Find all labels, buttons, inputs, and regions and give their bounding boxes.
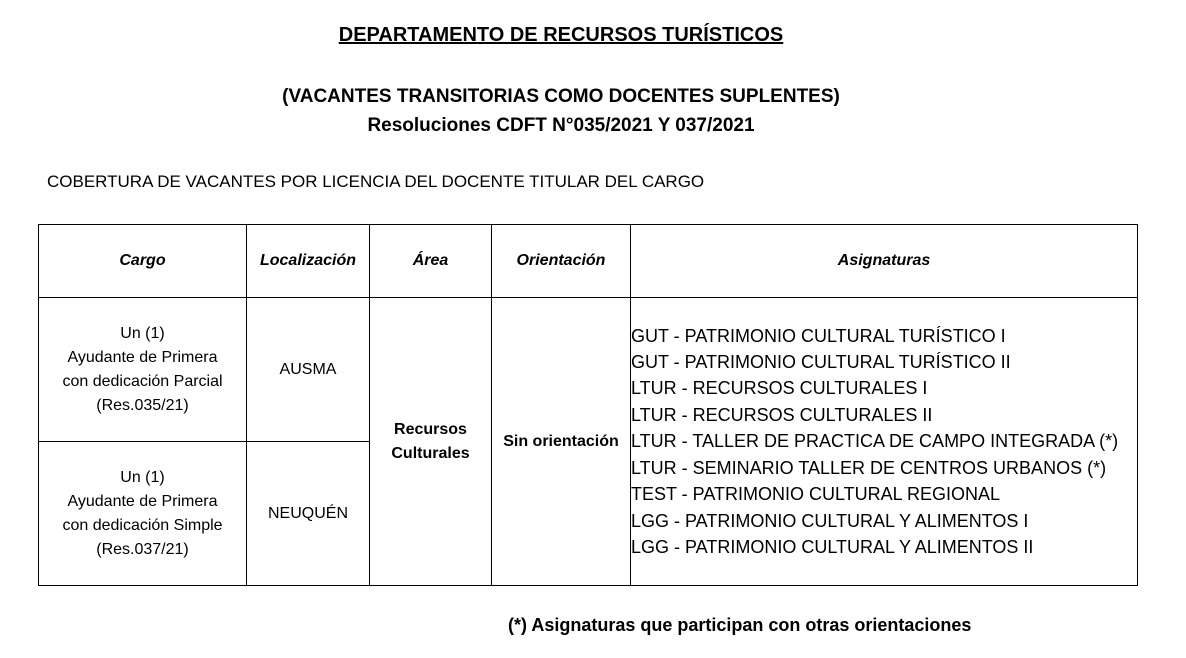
subtitle-resoluciones: Resoluciones CDFT N°035/2021 Y 037/2021	[367, 115, 755, 136]
cell-localizacion-2: NEUQUÉN	[247, 442, 370, 586]
cell-asignaturas	[631, 298, 1138, 586]
asignatura-item: LTUR - TALLER DE PRACTICA DE CAMPO INTEGRADA (*)	[631, 431, 1119, 452]
cargo-line: (Res.035/21)	[96, 396, 189, 414]
asignatura-item: LTUR - RECURSOS CULTURALES I	[631, 378, 928, 399]
area-line: Recursos	[394, 420, 467, 438]
header-asignaturas: Asignaturas	[631, 225, 1138, 298]
page-title: DEPARTAMENTO DE RECURSOS TURÍSTICOS	[338, 24, 784, 46]
header-localizacion: Localización	[247, 225, 370, 298]
table-header-row	[39, 225, 1138, 298]
asignatura-item: GUT - PATRIMONIO CULTURAL TURÍSTICO II	[631, 352, 1011, 373]
cell-cargo-1	[39, 298, 247, 442]
cell-area	[370, 298, 492, 586]
asignatura-item: LTUR - SEMINARIO TALLER DE CENTROS URBANOS (*)	[631, 457, 1107, 478]
table-row	[39, 298, 1138, 442]
asignatura-item: LGG - PATRIMONIO CULTURAL Y ALIMENTOS I	[631, 510, 1029, 531]
cell-localizacion-1: AUSMA	[247, 298, 370, 442]
cargo-line: Ayudante de Primera	[67, 348, 218, 366]
asignatura-item: GUT - PATRIMONIO CULTURAL TURÍSTICO I	[631, 325, 1006, 346]
cell-orientacion: Sin orientación	[492, 298, 631, 586]
area-line: Culturales	[391, 444, 470, 462]
asignatura-item: LTUR - RECURSOS CULTURALES II	[631, 404, 933, 425]
cell-cargo-2	[39, 442, 247, 586]
cargo-line: Ayudante de Primera	[67, 492, 218, 510]
cargo-line: (Res.037/21)	[96, 540, 189, 558]
footnote: (*) Asignaturas que participan con otras orientaciones	[508, 615, 972, 635]
cargo-line: Un (1)	[120, 468, 165, 486]
cargo-line: con dedicación Parcial	[62, 372, 223, 390]
intro-text: COBERTURA DE VACANTES POR LICENCIA DEL DOCENTE TITULAR DEL CARGO	[47, 172, 705, 191]
cargo-line: Un (1)	[120, 324, 165, 342]
asignatura-item: TEST - PATRIMONIO CULTURAL REGIONAL	[631, 484, 1001, 505]
asignatura-item: LGG - PATRIMONIO CULTURAL Y ALIMENTOS II	[631, 536, 1034, 557]
cargo-line: con dedicación Simple	[62, 516, 223, 534]
header-area: Área	[370, 225, 492, 298]
vacancies-table	[38, 224, 1138, 586]
header-cargo: Cargo	[39, 225, 247, 298]
subtitle-vacantes: (VACANTES TRANSITORIAS COMO DOCENTES SUPLENTES)	[282, 86, 840, 107]
header-orientacion: Orientación	[492, 225, 631, 298]
